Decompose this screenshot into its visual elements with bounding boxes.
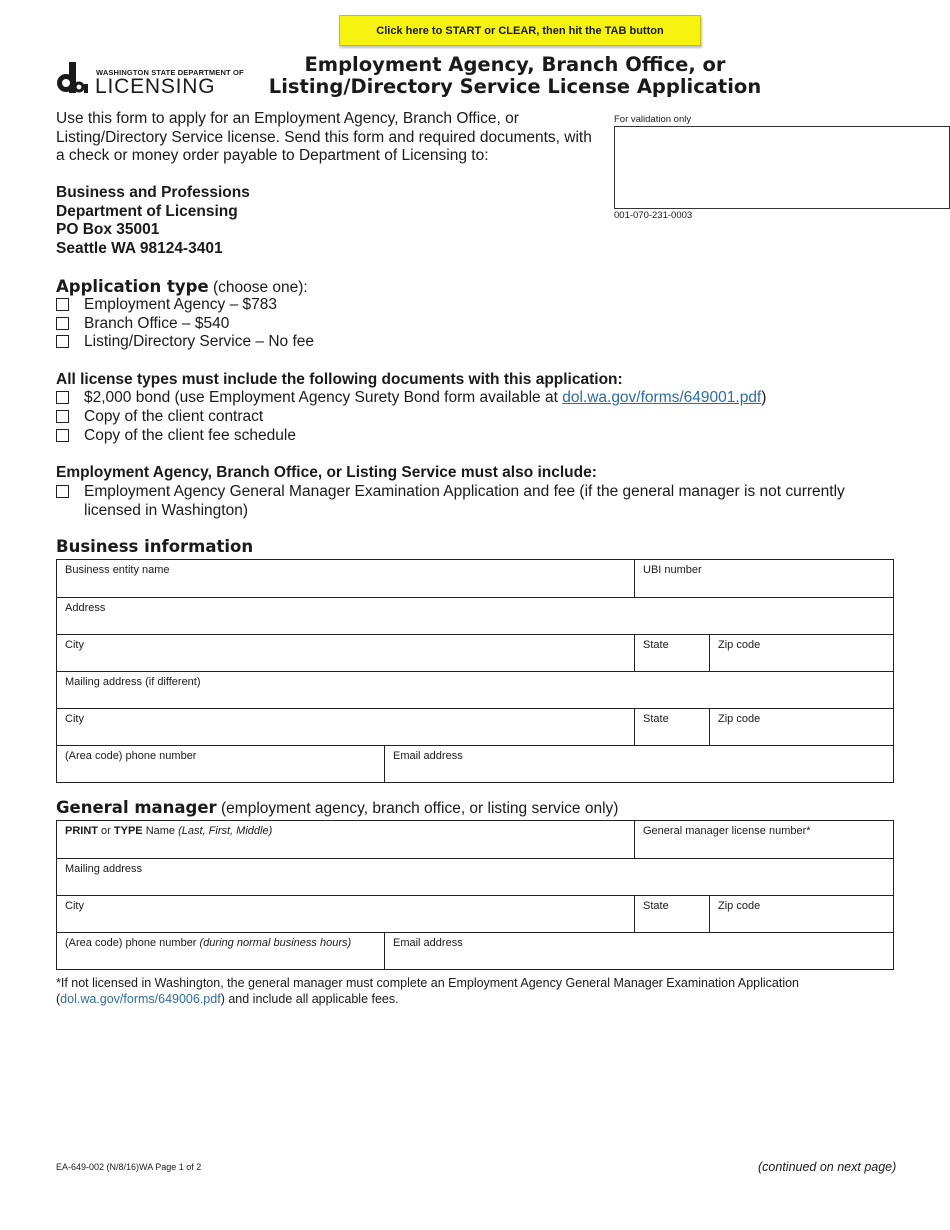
manager-license-field[interactable]: General manager license number* — [634, 821, 893, 858]
business-row — [57, 745, 893, 782]
manager-city-field[interactable]: City — [57, 896, 634, 932]
manager-zip-input[interactable] — [718, 915, 885, 929]
validation-box — [614, 126, 950, 209]
manager-heading — [56, 798, 618, 818]
validation-label: For validation only — [614, 114, 692, 125]
manager-name-field[interactable]: PRINT or TYPE Name (Last, First, Middle) — [57, 821, 634, 858]
address-line: Seattle WA 98124-3401 — [56, 239, 223, 257]
email-field[interactable]: Email address — [384, 746, 893, 782]
ubi-number-input[interactable] — [643, 580, 885, 594]
checkbox-employment-agency[interactable] — [56, 298, 69, 311]
state-input[interactable] — [643, 654, 701, 668]
manager-row — [57, 858, 893, 895]
mailing-city-input[interactable] — [65, 728, 626, 742]
mailing-zip-field[interactable]: Zip code — [709, 709, 893, 745]
manager-state-input[interactable] — [643, 915, 701, 929]
logo-text-small: WASHINGTON STATE DEPARTMENT OF — [96, 68, 244, 77]
business-row — [57, 671, 893, 708]
form-number: 001-070-231-0003 — [614, 210, 693, 221]
business-entity-name-input[interactable] — [65, 580, 626, 594]
doc-gm-exam-label: Employment Agency General Manager Examination Application and fee (if the general manager is not currently licensed in Washington) — [84, 483, 845, 519]
application-type-note: (choose one): — [212, 279, 308, 296]
documents-heading: All license types must include the following documents with this application: — [56, 371, 623, 388]
manager-mailing-field[interactable]: Mailing address — [57, 859, 893, 895]
manager-row — [57, 895, 893, 932]
mailing-address-field[interactable]: Mailing address (if different) — [57, 672, 893, 708]
manager-state-field[interactable]: State — [634, 896, 709, 932]
checkbox-fee-schedule[interactable] — [56, 429, 69, 442]
manager-city-input[interactable] — [65, 915, 626, 929]
start-clear-button[interactable]: Click here to START or CLEAR, then hit the TAB button — [339, 15, 701, 46]
mailing-zip-input[interactable] — [718, 728, 885, 742]
ubi-number-field[interactable]: UBI number — [634, 560, 893, 597]
manager-row — [57, 932, 893, 969]
business-row — [57, 634, 893, 671]
manager-row — [57, 821, 893, 858]
application-type-title: Application type — [56, 277, 209, 296]
also-include-heading: Employment Agency, Branch Office, or Listing Service must also include: — [56, 464, 597, 481]
title-line-1: Employment Agency, Branch Office, or — [304, 53, 726, 76]
city-field[interactable]: City — [57, 635, 634, 671]
footnote: *If not licensed in Washington, the general manager must complete an Employment Agency General Manager Examination Application (dol.wa.gov/forms/649006.pdf) and include all applicable fees. — [56, 976, 800, 1006]
mailing-address-block — [56, 184, 250, 258]
dol-logo-icon — [56, 62, 92, 94]
business-title: Business information — [56, 537, 254, 556]
business-row — [57, 560, 893, 597]
form-id: EA-649-002 (N/8/16)WA Page 1 of 2 — [56, 1162, 202, 1172]
manager-email-input[interactable] — [393, 952, 885, 966]
business-info-table — [56, 559, 894, 783]
mailing-city-field[interactable]: City — [57, 709, 634, 745]
business-row — [57, 708, 893, 745]
mailing-address-input[interactable] — [65, 691, 885, 705]
intro-text: Use this form to apply for an Employment Agency, Branch Office, or Listing/Directory Service license. Send this form and required documents, with a check or money order payable to Department of Licensing to: — [56, 110, 592, 164]
address-line: PO Box 35001 — [56, 221, 160, 238]
checkbox-gm-exam[interactable] — [56, 485, 69, 498]
manager-mailing-input[interactable] — [65, 878, 885, 892]
business-heading — [56, 537, 253, 557]
checkbox-contract[interactable] — [56, 410, 69, 423]
zip-field[interactable]: Zip code — [709, 635, 893, 671]
zip-input[interactable] — [718, 654, 885, 668]
manager-email-field[interactable]: Email address — [384, 933, 893, 969]
manager-info-table — [56, 820, 894, 970]
gm-exam-form-link[interactable]: dol.wa.gov/forms/649006.pdf — [60, 991, 221, 1006]
logo-text-licensing: LICENSING — [95, 75, 216, 98]
mailing-state-field[interactable]: State — [634, 709, 709, 745]
address-input[interactable] — [65, 617, 885, 631]
doc-fee-schedule-label: Copy of the client fee schedule — [84, 427, 296, 444]
manager-phone-input[interactable] — [65, 952, 376, 966]
manager-note: (employment agency, branch office, or listing service only) — [221, 800, 619, 817]
address-line: Business and Professions — [56, 184, 250, 201]
business-row — [57, 597, 893, 634]
manager-license-input[interactable] — [643, 841, 885, 855]
mailing-state-input[interactable] — [643, 728, 701, 742]
continued-note: (continued on next page) — [758, 1160, 897, 1174]
checkbox-bond[interactable] — [56, 391, 69, 404]
option-label: Employment Agency – $783 — [84, 296, 278, 313]
state-field[interactable]: State — [634, 635, 709, 671]
manager-zip-field[interactable]: Zip code — [709, 896, 893, 932]
bond-form-link[interactable]: dol.wa.gov/forms/649001.pdf — [562, 389, 762, 406]
title-line-2: Listing/Directory Service License Application — [268, 75, 762, 98]
manager-phone-field[interactable]: (Area code) phone number (during normal business hours) — [57, 933, 384, 969]
manager-title: General manager — [56, 798, 217, 817]
phone-field[interactable]: (Area code) phone number — [57, 746, 384, 782]
email-input[interactable] — [393, 765, 885, 779]
city-input[interactable] — [65, 654, 626, 668]
checkbox-listing-service[interactable] — [56, 335, 69, 348]
business-entity-name-field[interactable]: Business entity name — [57, 560, 634, 597]
manager-name-input[interactable] — [65, 841, 626, 855]
address-line: Department of Licensing — [56, 202, 238, 220]
dol-logo — [56, 62, 244, 98]
option-label: Listing/Directory Service – No fee — [84, 333, 315, 350]
option-label: Branch Office – $540 — [84, 315, 230, 332]
doc-bond-label: $2,000 bond (use Employment Agency Surety Bond form available at dol.wa.gov/forms/649001.pdf) — [84, 389, 767, 406]
checkbox-branch-office[interactable] — [56, 317, 69, 330]
application-type-heading — [56, 277, 308, 297]
doc-contract-label: Copy of the client contract — [84, 408, 264, 425]
address-field[interactable]: Address — [57, 598, 893, 634]
page-title — [250, 54, 780, 98]
phone-input[interactable] — [65, 765, 376, 779]
